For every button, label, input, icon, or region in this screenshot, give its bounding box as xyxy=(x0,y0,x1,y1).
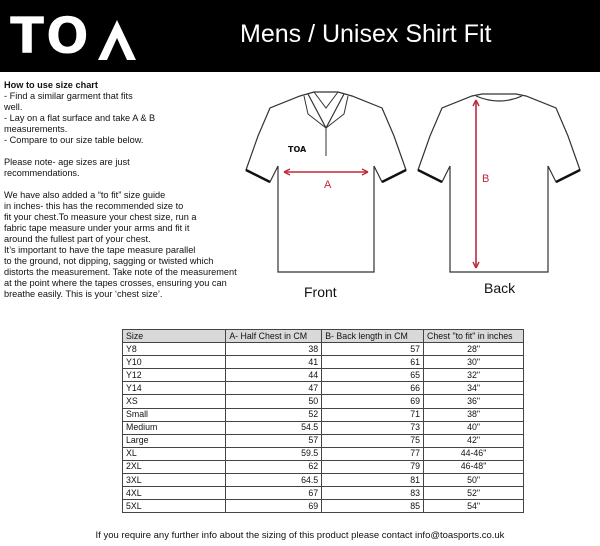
chest-marker-label: A xyxy=(324,179,332,191)
size-cell: 2XL xyxy=(123,460,226,473)
front-label: Front xyxy=(304,284,337,300)
size-cell: Large xyxy=(123,434,226,447)
chest-to-fit-cell: 40" xyxy=(424,421,524,434)
guide-step: - Find a similar garment that fits xyxy=(4,91,133,101)
guide-tofit: to the ground, not dipping, sagging or twisted which xyxy=(4,256,214,266)
half-chest-cell: 41 xyxy=(226,356,322,369)
size-table xyxy=(122,329,524,513)
guide-step: - Compare to our size table below. xyxy=(4,135,144,145)
chest-to-fit-cell: 36" xyxy=(424,395,524,408)
chest-to-fit-cell: 46-48" xyxy=(424,460,524,473)
back-shirt-diagram xyxy=(416,86,582,282)
guide-tofit: It’s important to have the tape measure parallel xyxy=(4,245,196,255)
half-chest-cell: 67 xyxy=(226,487,322,500)
guide-tofit: We have also added a “to fit” size guide xyxy=(4,190,166,200)
guide-tofit: breathe easily. This is your ‘chest size’. xyxy=(4,289,163,299)
half-chest-cell: 57 xyxy=(226,434,322,447)
table-header-cell: Chest "to fit" in inches xyxy=(424,330,524,343)
table-row xyxy=(123,343,524,356)
size-guide-instructions xyxy=(4,80,274,300)
length-marker-label: B xyxy=(482,173,490,185)
table-row xyxy=(123,434,524,447)
back-length-cell: 65 xyxy=(322,369,424,382)
back-length-cell: 79 xyxy=(322,460,424,473)
guide-tofit: around the fullest part of your chest. xyxy=(4,234,151,244)
table-row xyxy=(123,487,524,500)
brand-logo xyxy=(10,8,139,64)
back-length-cell: 83 xyxy=(322,487,424,500)
size-cell: 4XL xyxy=(123,487,226,500)
half-chest-cell: 52 xyxy=(226,408,322,421)
guide-note: recommendations. xyxy=(4,168,80,178)
back-length-cell: 77 xyxy=(322,447,424,460)
guide-note: Please note- age sizes are just xyxy=(4,157,130,167)
header-banner xyxy=(0,0,600,72)
half-chest-cell: 47 xyxy=(226,382,322,395)
footer-contact-note: If you require any further info about the sizing of this product please contact info@toasports.co.uk xyxy=(95,530,505,541)
size-cell: Y10 xyxy=(123,356,226,369)
chest-to-fit-cell: 34" xyxy=(424,382,524,395)
table-header-row xyxy=(123,330,524,343)
size-cell: Y8 xyxy=(123,343,226,356)
guide-step: well. xyxy=(4,102,23,112)
page-title: Mens / Unisex Shirt Fit xyxy=(240,20,492,48)
back-length-cell: 66 xyxy=(322,382,424,395)
guide-tofit: at the point where the tapes crosses, ensuring you can xyxy=(4,278,227,288)
half-chest-cell: 50 xyxy=(226,395,322,408)
size-cell: XL xyxy=(123,447,226,460)
chest-to-fit-cell: 38" xyxy=(424,408,524,421)
size-cell: Small xyxy=(123,408,226,421)
table-header-cell: B- Back length in CM xyxy=(322,330,424,343)
back-length-cell: 69 xyxy=(322,395,424,408)
table-row xyxy=(123,474,524,487)
half-chest-cell: 38 xyxy=(226,343,322,356)
table-row xyxy=(123,369,524,382)
guide-tofit: fit your chest.To measure your chest size, run a xyxy=(4,212,197,222)
size-cell: XS xyxy=(123,395,226,408)
half-chest-cell: 69 xyxy=(226,500,322,513)
chest-to-fit-cell: 32" xyxy=(424,369,524,382)
table-row xyxy=(123,395,524,408)
back-length-cell: 81 xyxy=(322,474,424,487)
half-chest-cell: 59.5 xyxy=(226,447,322,460)
size-cell: Y12 xyxy=(123,369,226,382)
table-row xyxy=(123,382,524,395)
size-cell: Medium xyxy=(123,421,226,434)
brand-logo-a-mark xyxy=(95,16,139,64)
back-length-cell: 61 xyxy=(322,356,424,369)
back-label: Back xyxy=(484,280,516,296)
table-row xyxy=(123,408,524,421)
guide-tofit: in inches- this has the recommended size to xyxy=(4,201,184,211)
chest-to-fit-cell: 42" xyxy=(424,434,524,447)
back-length-cell: 71 xyxy=(322,408,424,421)
table-row xyxy=(123,460,524,473)
half-chest-cell: 64.5 xyxy=(226,474,322,487)
back-length-cell: 57 xyxy=(322,343,424,356)
guide-heading: How to use size chart xyxy=(4,80,98,90)
table-header-cell: A- Half Chest in CM xyxy=(226,330,322,343)
half-chest-cell: 44 xyxy=(226,369,322,382)
table-row xyxy=(123,356,524,369)
half-chest-cell: 62 xyxy=(226,460,322,473)
chest-to-fit-cell: 54" xyxy=(424,500,524,513)
chest-to-fit-cell: 28" xyxy=(424,343,524,356)
table-header-cell: Size xyxy=(123,330,226,343)
front-shirt-diagram xyxy=(244,86,408,282)
chest-to-fit-cell: 44-46" xyxy=(424,447,524,460)
back-length-cell: 75 xyxy=(322,434,424,447)
guide-tofit: distorts the measurement. Take note of the measurement xyxy=(4,267,237,277)
chest-to-fit-cell: 52" xyxy=(424,487,524,500)
table-row xyxy=(123,447,524,460)
chest-to-fit-cell: 50" xyxy=(424,474,524,487)
half-chest-cell: 54.5 xyxy=(226,421,322,434)
table-row xyxy=(123,500,524,513)
size-cell: Y14 xyxy=(123,382,226,395)
guide-step: - Lay on a flat surface and take A & B xyxy=(4,113,156,123)
brand-logo-text: TO xyxy=(10,7,91,65)
back-length-cell: 73 xyxy=(322,421,424,434)
size-cell: 3XL xyxy=(123,474,226,487)
back-length-cell: 85 xyxy=(322,500,424,513)
front-shirt-logo: TOA xyxy=(288,145,307,154)
chest-to-fit-cell: 30" xyxy=(424,356,524,369)
table-row xyxy=(123,421,524,434)
guide-tofit: fabric tape measure under your arms and fit it xyxy=(4,223,190,233)
guide-step: measurements. xyxy=(4,124,68,134)
size-cell: 5XL xyxy=(123,500,226,513)
